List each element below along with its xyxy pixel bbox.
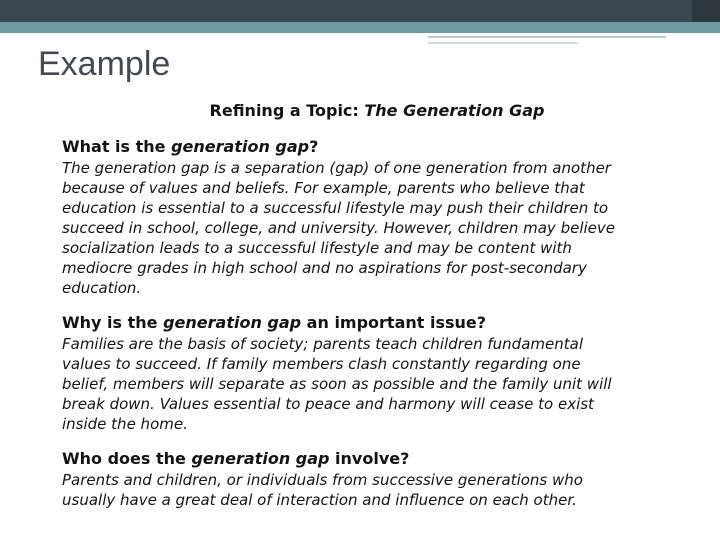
answer-line: Families are the basis of society; parents teach children fundamental bbox=[62, 335, 583, 353]
section-who bbox=[62, 448, 692, 510]
answer-line: belief, members will separate as soon as possible and the family unit will bbox=[62, 375, 612, 393]
answer-line: values to succeed. If family members clash constantly regarding one bbox=[62, 355, 581, 373]
answer-line: education. bbox=[62, 279, 142, 297]
section-why bbox=[62, 312, 692, 434]
question-text: Who does the bbox=[62, 449, 192, 468]
document-heading bbox=[62, 100, 692, 122]
slide-title: Example bbox=[38, 45, 171, 83]
answer-line: socialization leads to a successful lifestyle and may be content with bbox=[62, 239, 572, 257]
answer-line: education is essential to a successful lifestyle may push their children to bbox=[62, 199, 609, 217]
question-emphasis: generation gap bbox=[163, 313, 302, 332]
top-bar-corner bbox=[692, 0, 720, 22]
heading-topic: The Generation Gap bbox=[364, 101, 545, 120]
question-text: Why is the bbox=[62, 313, 164, 332]
decorative-line bbox=[428, 42, 578, 44]
question-text: ? bbox=[309, 137, 319, 156]
answer-line: because of values and beliefs. For example, parents who believe that bbox=[62, 179, 585, 197]
question-emphasis: generation gap bbox=[171, 137, 310, 156]
answer-line: Parents and children, or individuals from successive generations who bbox=[62, 471, 583, 489]
document-body bbox=[62, 100, 692, 524]
question-text: What is the bbox=[62, 137, 172, 156]
answer-line: inside the home. bbox=[62, 415, 188, 433]
answer bbox=[62, 470, 692, 510]
section-what bbox=[62, 136, 692, 298]
question-emphasis: generation gap bbox=[191, 449, 330, 468]
decorative-line bbox=[428, 36, 666, 38]
answer-line: usually have a great deal of interaction and influence on each other. bbox=[62, 491, 577, 509]
answer bbox=[62, 334, 692, 434]
question bbox=[62, 312, 692, 334]
question-text: an important issue? bbox=[301, 313, 487, 332]
top-decorative-bar bbox=[0, 0, 720, 22]
question-text: involve? bbox=[329, 449, 410, 468]
heading-prefix: Refining a Topic: bbox=[209, 101, 365, 120]
answer-line: The generation gap is a separation (gap) of one generation from another bbox=[62, 159, 611, 177]
teal-stripe bbox=[0, 22, 720, 33]
answer-line: break down. Values essential to peace and harmony will cease to exist bbox=[62, 395, 594, 413]
answer-line: succeed in school, college, and university. However, children may believe bbox=[62, 219, 615, 237]
answer bbox=[62, 158, 692, 298]
question bbox=[62, 136, 692, 158]
answer-line: mediocre grades in high school and no aspirations for post-secondary bbox=[62, 259, 587, 277]
question bbox=[62, 448, 692, 470]
